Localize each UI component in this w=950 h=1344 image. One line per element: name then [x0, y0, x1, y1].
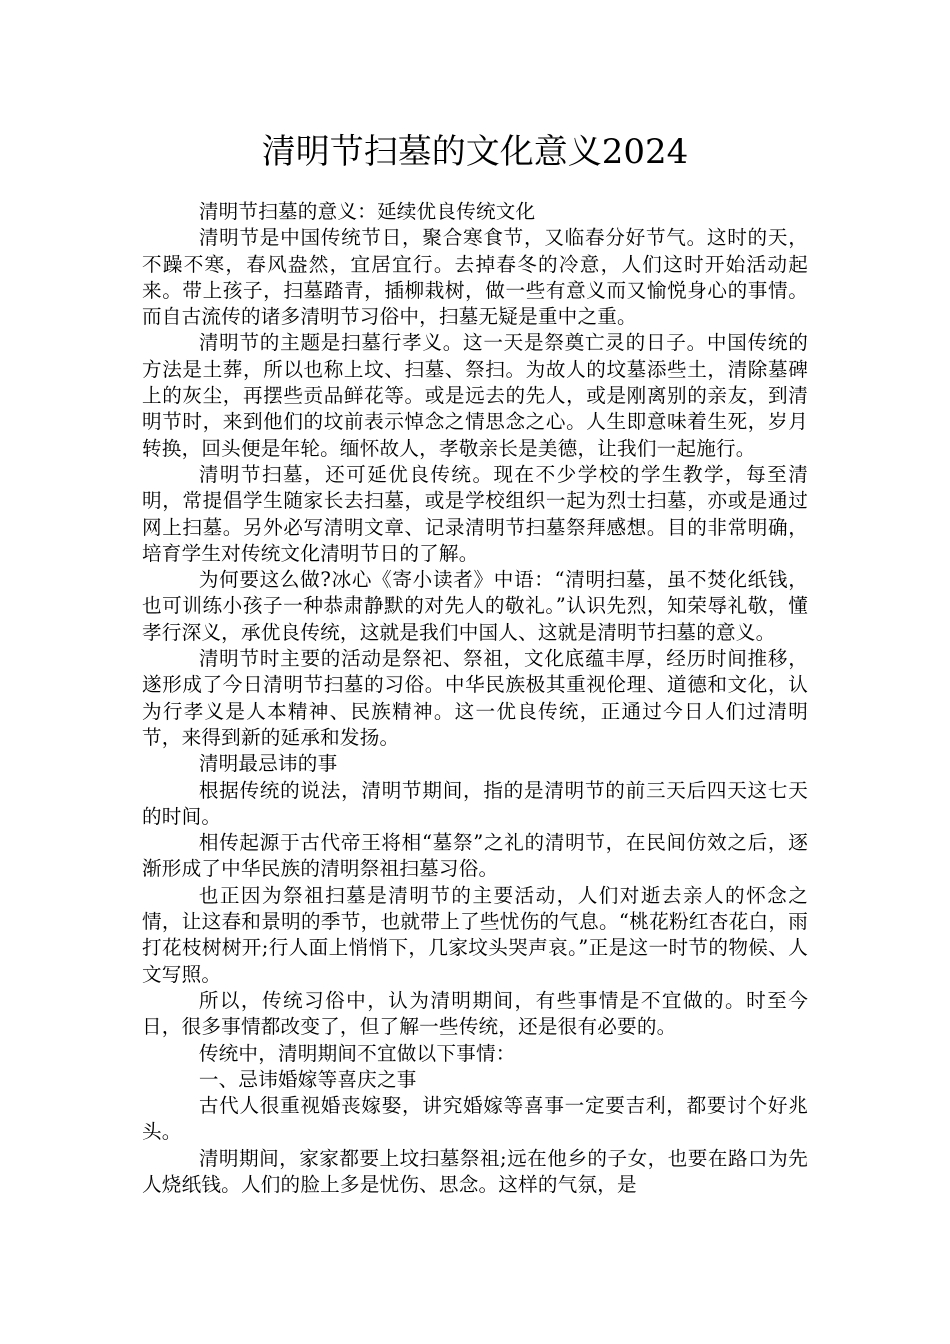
paragraph: 清明节扫墓，还可延优良传统。现在不少学校的学生教学，每至清明，常提倡学生随家长去扫墓，或是学校组织一起为烈士扫墓，亦或是通过网上扫墓。另外必写清明文章、记录清明节扫墓祭拜感想。目的非常明确，培育学生对传统文化清明节日的了解。: [142, 462, 808, 565]
paragraph-heading-significance: 清明节扫墓的意义：延续优良传统文化: [198, 200, 536, 223]
paragraph: 所以，传统习俗中，认为清明期间，有些事情是不宜做的。时至今日，很多事情都改变了，但了解一些传统，还是很有必要的。: [142, 988, 808, 1039]
paragraph: 清明期间，家家都要上坟扫墓祭祖;远在他乡的子女，也要在路口为先人烧纸钱。人们的脸上多是忧伤、思念。这样的气氛，是: [142, 1146, 808, 1196]
paragraph: 为何要这么做?冰心《寄小读者》中语：“清明扫墓，虽不焚化纸钱，也可训练小孩子一种恭肃静默的对先人的敬礼。”认识先烈，知荣辱礼敬，懂孝行深义，承优良传统，这就是我们中国人、这就是清明节扫墓的意义。: [142, 568, 808, 644]
paragraph: 清明节是中国传统节日，聚合寒食节，又临春分好节气。这时的天，不躁不寒，春风盎然，宜居宜行。去掉春冬的冷意，人们这时开始活动起来。带上孩子，扫墓踏青，插柳栽树，做一些有意义而又愉悦身心的事情。而自古流传的诸多清明节习俗中，扫墓无疑是重中之重。: [142, 226, 808, 329]
paragraph: 传统中，清明期间不宜做以下事情：: [198, 1041, 516, 1065]
paragraph: 相传起源于古代帝王将相“墓祭”之礼的清明节，在民间仿效之后，逐渐形成了中华民族的清明祭祖扫墓习俗。: [142, 831, 808, 881]
paragraph: 根据传统的说法，清明节期间，指的是清明节的前三天后四天这七天的时间。: [142, 778, 808, 828]
paragraph: 古代人很重视婚丧嫁娶，讲究婚嫁等喜事一定要吉利，都要讨个好兆头。: [142, 1094, 808, 1144]
document-body: [142, 199, 808, 1198]
paragraph: 清明节时主要的活动是祭祀、祭祖，文化底蕴丰厚，经历时间推移，遂形成了今日清明节扫墓的习俗。中华民族极其重视伦理、道德和文化，认为行孝义是人本精神、民族精神。这一优良传统，正通过今日人们过清明节，来得到新的延承和发扬。: [142, 647, 808, 749]
paragraph: 也正因为祭祖扫墓是清明节的主要活动，人们对逝去亲人的怀念之情，让这春和景明的季节，也就带上了些忧伤的气息。“桃花粉红杏花白，雨打花枝树树开;行人面上悄悄下，几家坟头哭声哀。”正是这一时节的物候、人文写照。: [142, 883, 808, 986]
paragraph-heading-taboo-1: 一、忌讳婚嫁等喜庆之事: [198, 1067, 417, 1091]
document-title: 清明节扫墓的文化意义2024: [261, 132, 689, 172]
paragraph: 清明节的主题是扫墓行孝义。这一天是祭奠亡灵的日子。中国传统的方法是土葬，所以也称上坟、扫墓、祭扫。为故人的坟墓添些土，清除墓碑上的灰尘，再摆些贡品鲜花等。或是远去的先人，或是刚离别的亲友，到清明节时，来到他们的坟前表示悼念之情思念之心。人生即意味着生死，岁月转换，回头便是年轮。缅怀故人，孝敬亲长是美德，让我们一起施行。: [142, 331, 808, 460]
paragraph-heading-taboos: 清明最忌讳的事: [198, 752, 338, 776]
